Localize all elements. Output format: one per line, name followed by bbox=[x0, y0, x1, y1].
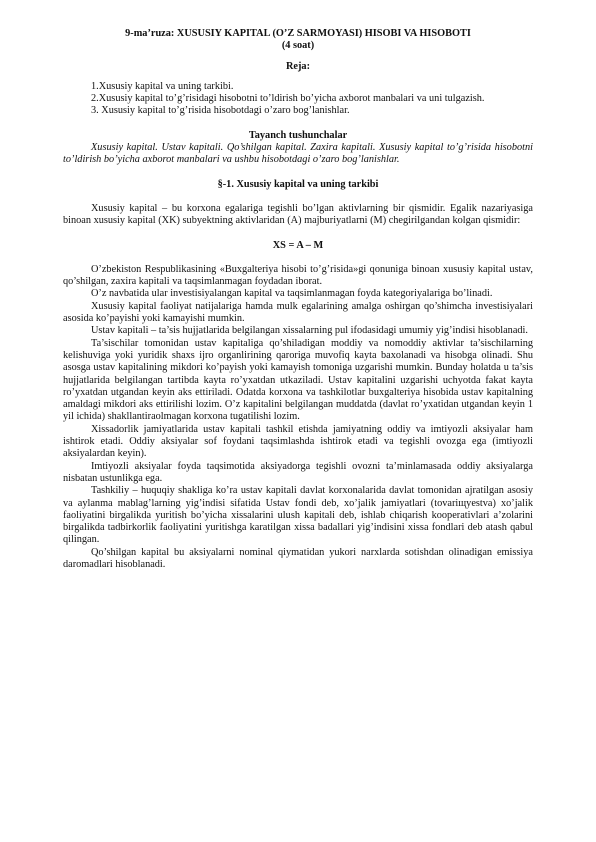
plan-item: 2.Xususiy kapital to’g’risidagi hisobotni to’ldirish bo’yicha axborot manbalari va uni tulgazish. bbox=[91, 93, 485, 105]
body-paragraph: O’z navbatida ular investisiyalangan kapital va taqsimlanmagan foyda kategoriyalariga bo’linadi. bbox=[91, 288, 493, 300]
body-paragraph: Tashkiliy – huquqiy shakliga ko’ra ustav kapitali davlat korxonalarida davlat tomonidan ajratilgan asosiy va aylanma mablag’larning yig’indisi sifatida Ustav fondi deb, xo’jalik jamiyatlari (tovariщyestva) xo’jalik faoliyatini birgalikda yuritish bo’yicha xissalarini ulush kapitali deb, ishlab chiqarish kooperativlari a’zolarini birgalikda tadbirkorlik faoliyatini yuritishga karatilgan xissa badallari yig’indisini xissa fondlari deb atash qabul qilingan. bbox=[63, 485, 533, 546]
plan-item: 3. Xususiy kapital to’g’risida hisobotdagi o’zaro bog’lanishlar. bbox=[91, 105, 350, 117]
section-heading: §-1. Xususiy kapital va uning tarkibi bbox=[217, 178, 379, 190]
intro-paragraph: Xususiy kapital – bu korxona egalariga tegishli bo’lgan aktivlarning bir qismidir. Egalik nazariyasiga binoan xususiy kapital (XK) subyektning aktivlaridan (A) majburiyatlarni (M) chegirilgandan kolgan qismidir: bbox=[63, 202, 533, 227]
body-paragraph: Qo’shilgan kapital bu aksiyalarni nominal qiymatidan yukori narxlarda sotishdan olinadigan emissiya daromadlari hisoblanadi. bbox=[63, 546, 533, 570]
body-paragraph: Ta’sischilar tomonidan ustav kapitaliga qo’shiladigan moddiy va nomoddiy aktivlar ta’sischilarning kelishuviga yoki yuridik shaxs ijro organlirining qaroriga muvofiq kayta baxolanadi va hisobga olinadi. Shu asosga ustav kapitalining mikdori ko’payish yoki kamayish tomoniga uzgarishi mumkin. Bunday holatda u ta’sis hujjatlarida belgilangan tartibda kayta ro’yxatdan utkaziladi. Ustav kapitalini uzgarishi uchyotda fakat kayta ro’yxatdan utgandan keyin aks ettiriladi. Odatda korxona va tashkilotlar buxgalteriya hisobida ustav kapitalning amaldagi mikdori aks ettirilishi lozim. O’z kapitalini belgilangan muddatda (davlat ro’yxatidan utgandan keyin 1 yil ichida) shakllantiraolmagan korxona tugatilishi lozim. bbox=[63, 337, 533, 423]
body-paragraph: Imtiyozli aksiyalar foyda taqsimotida aksiyadorga tegishli ovozni ta’minlamasada oddiy aksiyalarga nisbatan ustunlikga ega. bbox=[63, 460, 533, 484]
lecture-duration: (4 soat) bbox=[281, 40, 315, 52]
formula: XS = A – M bbox=[272, 239, 324, 251]
body-paragraph: Ustav kapitali – ta’sis hujjatlarida belgilangan xissalarning pul ifodasidagi umumiy yig’indisi hisoblanadi. bbox=[91, 325, 528, 337]
lecture-title: 9-ma’ruza: XUSUSIY KAPITAL (O’Z SARMOYASI) HISOBI VA HISOBOTI bbox=[125, 28, 471, 39]
body-paragraph: O’zbekiston Respublikasining «Buxgalteriya hisobi to’g’risida»gi qonuniga binoan xususiy kapital ustav, qo’shilgan, zaxira kapitali va taqsimlanmagan foydadan iborat. bbox=[63, 263, 533, 288]
body-paragraph: Xissadorlik jamiyatlarida ustav kapitali tashkil etishda jamiyatning oddiy va imtiyozli aksiyalar ham ishtirok etadi. Oddiy aksiyalar sof foydani taqsimlashda ishtirok etadi va tegishli ovozga ega (imtiyozli aksiyalardan keyin). bbox=[63, 423, 533, 460]
plan-heading: Reja: bbox=[285, 60, 310, 72]
keywords-heading: Tayanch tushunchalar bbox=[248, 129, 348, 141]
plan-item: 1.Xususiy kapital va uning tarkibi. bbox=[91, 80, 234, 92]
keywords-text: Xususiy kapital. Ustav kapitali. Qo’shilgan kapital. Zaxira kapitali. Xususiy kapital to’g’risida hisobotni to’ldirish bo’yicha axborot manbalari va ushbu hisobotdagi o’zaro bog’lanishlar. bbox=[63, 142, 533, 166]
body-paragraph: Xususiy kapital faoliyat natijalariga hamda mulk egalarining amalga oshirgan qo’shimcha investisiyalari asosida ko’payishi yoki kamayishi mumkin. bbox=[63, 300, 533, 325]
